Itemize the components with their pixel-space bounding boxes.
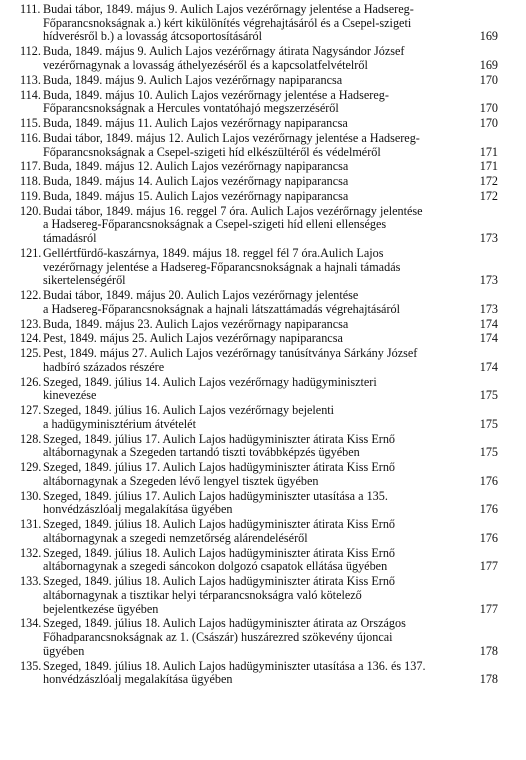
entry-title — [43, 617, 498, 658]
toc-entry — [20, 117, 498, 131]
entry-title — [43, 74, 498, 88]
entry-number: 131. — [20, 517, 42, 532]
entry-number: 122. — [20, 288, 42, 303]
toc-entry — [20, 247, 498, 288]
toc-entry — [20, 190, 498, 204]
entry-number: 124. — [20, 331, 42, 346]
entry-title-line: Főhadparancsnokságnak az 1. (Császár) huszárezred szökevény újoncai — [43, 630, 393, 645]
entry-title — [43, 117, 498, 131]
entry-page-number: 173 — [479, 231, 498, 246]
entry-title-line: a Hadsereg-Főparancsnokságnak a Csepel-szigeti híd elleni ellenséges — [43, 217, 387, 232]
entry-title-line: a hadügyminisztérium átvételét — [43, 416, 196, 431]
toc-entry — [20, 175, 498, 189]
entry-title — [43, 190, 498, 204]
entry-title-line: Főparancsnokságnak a.) kért kikülönítés végrehajtásáról és a Csepel-szigeti — [43, 15, 412, 30]
entry-number: 120. — [20, 203, 42, 218]
entry-title — [43, 347, 498, 374]
entry-title — [43, 175, 498, 189]
entry-title-line: Szeged, 1849. július 17. Aulich Lajos hadügyminiszter átirata Kiss Ernő — [43, 460, 396, 475]
entry-title-line: Budai tábor, 1849. május 20. Aulich Lajos vezérőrnagy jelentése — [43, 288, 359, 303]
entry-number: 114. — [20, 87, 41, 102]
table-of-contents — [20, 3, 498, 688]
entry-title-line: Buda, 1849. május 9. Aulich Lajos vezérőrnagy napiparancsa — [43, 72, 343, 87]
toc-entry — [20, 318, 498, 332]
entry-title-line: Buda, 1849. május 23. Aulich Lajos vezérőrnagy napiparancsa — [43, 316, 349, 331]
entry-title-line: honvédzászlóalj megalakítása ügyében — [43, 672, 233, 687]
entry-title-line: altábornagynak a szegedi sáncokon dolgozó csapatok ellátása ügyében — [43, 559, 388, 574]
entry-title-line: Buda, 1849. május 14. Aulich Lajos vezérőrnagy napiparancsa — [43, 174, 349, 189]
entry-number: 132. — [20, 545, 42, 560]
toc-entry — [20, 89, 498, 116]
entry-number: 133. — [20, 574, 42, 589]
toc-entry — [20, 160, 498, 174]
entry-page-number: 171 — [479, 144, 498, 159]
entry-page-number: 174 — [479, 359, 498, 374]
entry-title-line: Pest, 1849. május 25. Aulich Lajos vezérőrnagy napiparancsa — [43, 331, 343, 346]
entry-title-line: Szeged, 1849. július 18. Aulich Lajos hadügyminiszter utasítása a 136. és 137. — [43, 658, 426, 673]
toc-entry — [20, 575, 498, 616]
toc-entry — [20, 461, 498, 488]
entry-title — [43, 433, 498, 460]
entry-number: 115. — [20, 116, 41, 130]
entry-title — [43, 289, 498, 316]
entry-title-line: Buda, 1849. május 15. Aulich Lajos vezérőrnagy napiparancsa — [43, 188, 349, 203]
entry-page-number: 178 — [479, 672, 498, 687]
entry-title — [43, 404, 498, 431]
entry-title — [43, 518, 498, 545]
entry-number: 119. — [20, 188, 41, 203]
entry-title — [43, 45, 498, 72]
toc-entry — [20, 376, 498, 403]
entry-page-number: 172 — [479, 174, 498, 189]
entry-page-number: 174 — [479, 316, 498, 331]
toc-entry — [20, 3, 498, 44]
entry-title-line: Buda, 1849. május 12. Aulich Lajos vezérőrnagy napiparancsa — [43, 159, 349, 174]
toc-entry — [20, 205, 498, 246]
entry-title-line: Szeged, 1849. július 17. Aulich Lajos hadügyminiszter utasítása a 135. — [43, 488, 388, 503]
entry-number: 116. — [20, 130, 41, 145]
entry-title-line: Szeged, 1849. július 18. Aulich Lajos hadügyminiszter átirata az Országos — [43, 616, 406, 631]
entry-title — [43, 318, 498, 332]
entry-title — [43, 205, 498, 246]
entry-number: 134. — [20, 616, 42, 631]
entry-title-line: altábornagynak a Szegeden tartandó tiszti továbbképzés ügyében — [43, 445, 360, 460]
entry-page-number: 174 — [479, 331, 498, 346]
entry-page-number: 173 — [479, 301, 498, 316]
toc-entry — [20, 617, 498, 658]
entry-number: 112. — [20, 44, 41, 59]
entry-number: 113. — [20, 72, 41, 87]
entry-title-line: altábornagynak a Szegeden lévő lengyel tisztek ügyében — [43, 473, 319, 488]
entry-title-line: ügyében — [43, 643, 85, 658]
entry-page-number: 171 — [479, 159, 498, 174]
entry-page-number: 175 — [479, 388, 498, 403]
entry-page-number: 170 — [479, 101, 498, 116]
toc-entry — [20, 518, 498, 545]
entry-number: 130. — [20, 488, 42, 503]
entry-number: 126. — [20, 374, 42, 389]
entry-title-line: bejelentkezése ügyében — [43, 601, 159, 616]
entry-title-line: sikertelenségéről — [43, 273, 126, 288]
toc-entry — [20, 45, 498, 72]
entry-title — [43, 132, 498, 159]
entry-number: 127. — [20, 403, 42, 418]
entry-number: 129. — [20, 460, 42, 475]
entry-title-line: Szeged, 1849. július 18. Aulich Lajos hadügyminiszter átirata Kiss Ernő — [43, 517, 396, 532]
entry-title-line: hídverésről b.) a lovasság átcsoportosításáról — [43, 29, 262, 44]
entry-title-line: honvédzászlóalj megalakítása ügyében — [43, 502, 233, 517]
entry-title-line: Buda, 1849. május 9. Aulich Lajos vezérőrnagy átirata Nagysándor József — [43, 44, 405, 59]
entry-title-line: a Hadsereg-Főparancsnokságnak a hajnali látszattámadás végrehajtásáról — [43, 301, 401, 316]
entry-title-line: támadásról — [43, 231, 97, 246]
entry-title — [43, 3, 498, 44]
entry-number: 111. — [20, 2, 41, 16]
entry-title — [43, 575, 498, 616]
toc-entry — [20, 660, 498, 687]
entry-page-number: 175 — [479, 445, 498, 460]
entry-title-line: Buda, 1849. május 11. Aulich Lajos vezérőrnagy napiparancsa — [43, 116, 348, 130]
entry-number: 117. — [20, 159, 41, 174]
entry-page-number: 170 — [479, 116, 498, 130]
entry-page-number: 175 — [479, 416, 498, 431]
entry-title — [43, 461, 498, 488]
entry-title-line: Főparancsnokságnak a Hercules vontatóhajó megszerzéséről — [43, 101, 339, 116]
entry-number: 121. — [20, 245, 42, 260]
toc-entry — [20, 347, 498, 374]
entry-page-number: 177 — [479, 559, 498, 574]
entry-page-number: 172 — [479, 188, 498, 203]
entry-title — [43, 660, 498, 687]
toc-entry — [20, 404, 498, 431]
entry-title — [43, 247, 498, 288]
entry-title — [43, 332, 498, 346]
entry-title-line: Pest, 1849. május 27. Aulich Lajos vezérőrnagy tanúsítványa Sárkány József — [43, 346, 418, 361]
entry-number: 128. — [20, 431, 42, 446]
entry-page-number: 178 — [479, 643, 498, 658]
entry-title-line: altábornagynak a tisztikar helyi térparancsnokságra való kötelező — [43, 587, 362, 602]
entry-title-line: Főparancsnokságnak a Csepel-szigeti híd elkészültéről és védelméről — [43, 144, 381, 159]
entry-title-line: vezérőrnagynak a lovasság áthelyezéséről és a kapcsolatfelvételről — [43, 57, 368, 72]
toc-entry — [20, 332, 498, 346]
entry-title — [43, 376, 498, 403]
entry-page-number: 176 — [479, 530, 498, 545]
entry-title — [43, 490, 498, 517]
entry-title-line: vezérőrnagy jelentése a Hadsereg-Főparancsnokságnak a hajnali támadás — [43, 259, 401, 274]
entry-page-number: 169 — [479, 57, 498, 72]
entry-title-line: Budai tábor, 1849. május 16. reggel 7 óra. Aulich Lajos vezérőrnagy jelentése — [43, 203, 423, 218]
entry-page-number: 177 — [479, 601, 498, 616]
toc-entry — [20, 433, 498, 460]
entry-title — [43, 160, 498, 174]
entry-page-number: 173 — [479, 273, 498, 288]
entry-page-number: 176 — [479, 473, 498, 488]
entry-title-line: altábornagynak a szegedi nemzetőrség alárendeléséről — [43, 530, 308, 545]
entry-title-line: kinevezése — [43, 388, 97, 403]
entry-number: 125. — [20, 346, 42, 361]
entry-title — [43, 547, 498, 574]
entry-title-line: Szeged, 1849. július 14. Aulich Lajos vezérőrnagy hadügyminiszteri — [43, 374, 377, 389]
entry-title-line: Szeged, 1849. július 18. Aulich Lajos hadügyminiszter átirata Kiss Ernő — [43, 574, 396, 589]
toc-entry — [20, 289, 498, 316]
entry-title-line: Szeged, 1849. július 18. Aulich Lajos hadügyminiszter átirata Kiss Ernő — [43, 545, 396, 560]
entry-title-line: Szeged, 1849. július 17. Aulich Lajos hadügyminiszter átirata Kiss Ernő — [43, 431, 396, 446]
entry-title-line: hadbíró százados részére — [43, 359, 165, 374]
entry-number: 135. — [20, 658, 42, 673]
entry-title — [43, 89, 498, 116]
entry-page-number: 170 — [479, 72, 498, 87]
entry-number: 118. — [20, 174, 41, 189]
toc-entry — [20, 547, 498, 574]
entry-number: 123. — [20, 316, 42, 331]
entry-title-line: Buda, 1849. május 10. Aulich Lajos vezérőrnagy jelentése a Hadsereg- — [43, 87, 389, 102]
toc-entry — [20, 132, 498, 159]
entry-page-number: 169 — [479, 29, 498, 44]
entry-title-line: Budai tábor, 1849. május 9. Aulich Lajos vezérőrnagy jelentése a Hadsereg- — [43, 2, 414, 16]
entry-page-number: 176 — [479, 502, 498, 517]
toc-entry — [20, 74, 498, 88]
toc-entry — [20, 490, 498, 517]
entry-title-line: Gellértfürdő-kaszárnya, 1849. május 18. reggel fél 7 óra.Aulich Lajos — [43, 245, 384, 260]
entry-title-line: Budai tábor, 1849. május 12. Aulich Lajos vezérőrnagy jelentése a Hadsereg- — [43, 130, 420, 145]
entry-title-line: Szeged, 1849. július 16. Aulich Lajos vezérőrnagy bejelenti — [43, 403, 335, 418]
